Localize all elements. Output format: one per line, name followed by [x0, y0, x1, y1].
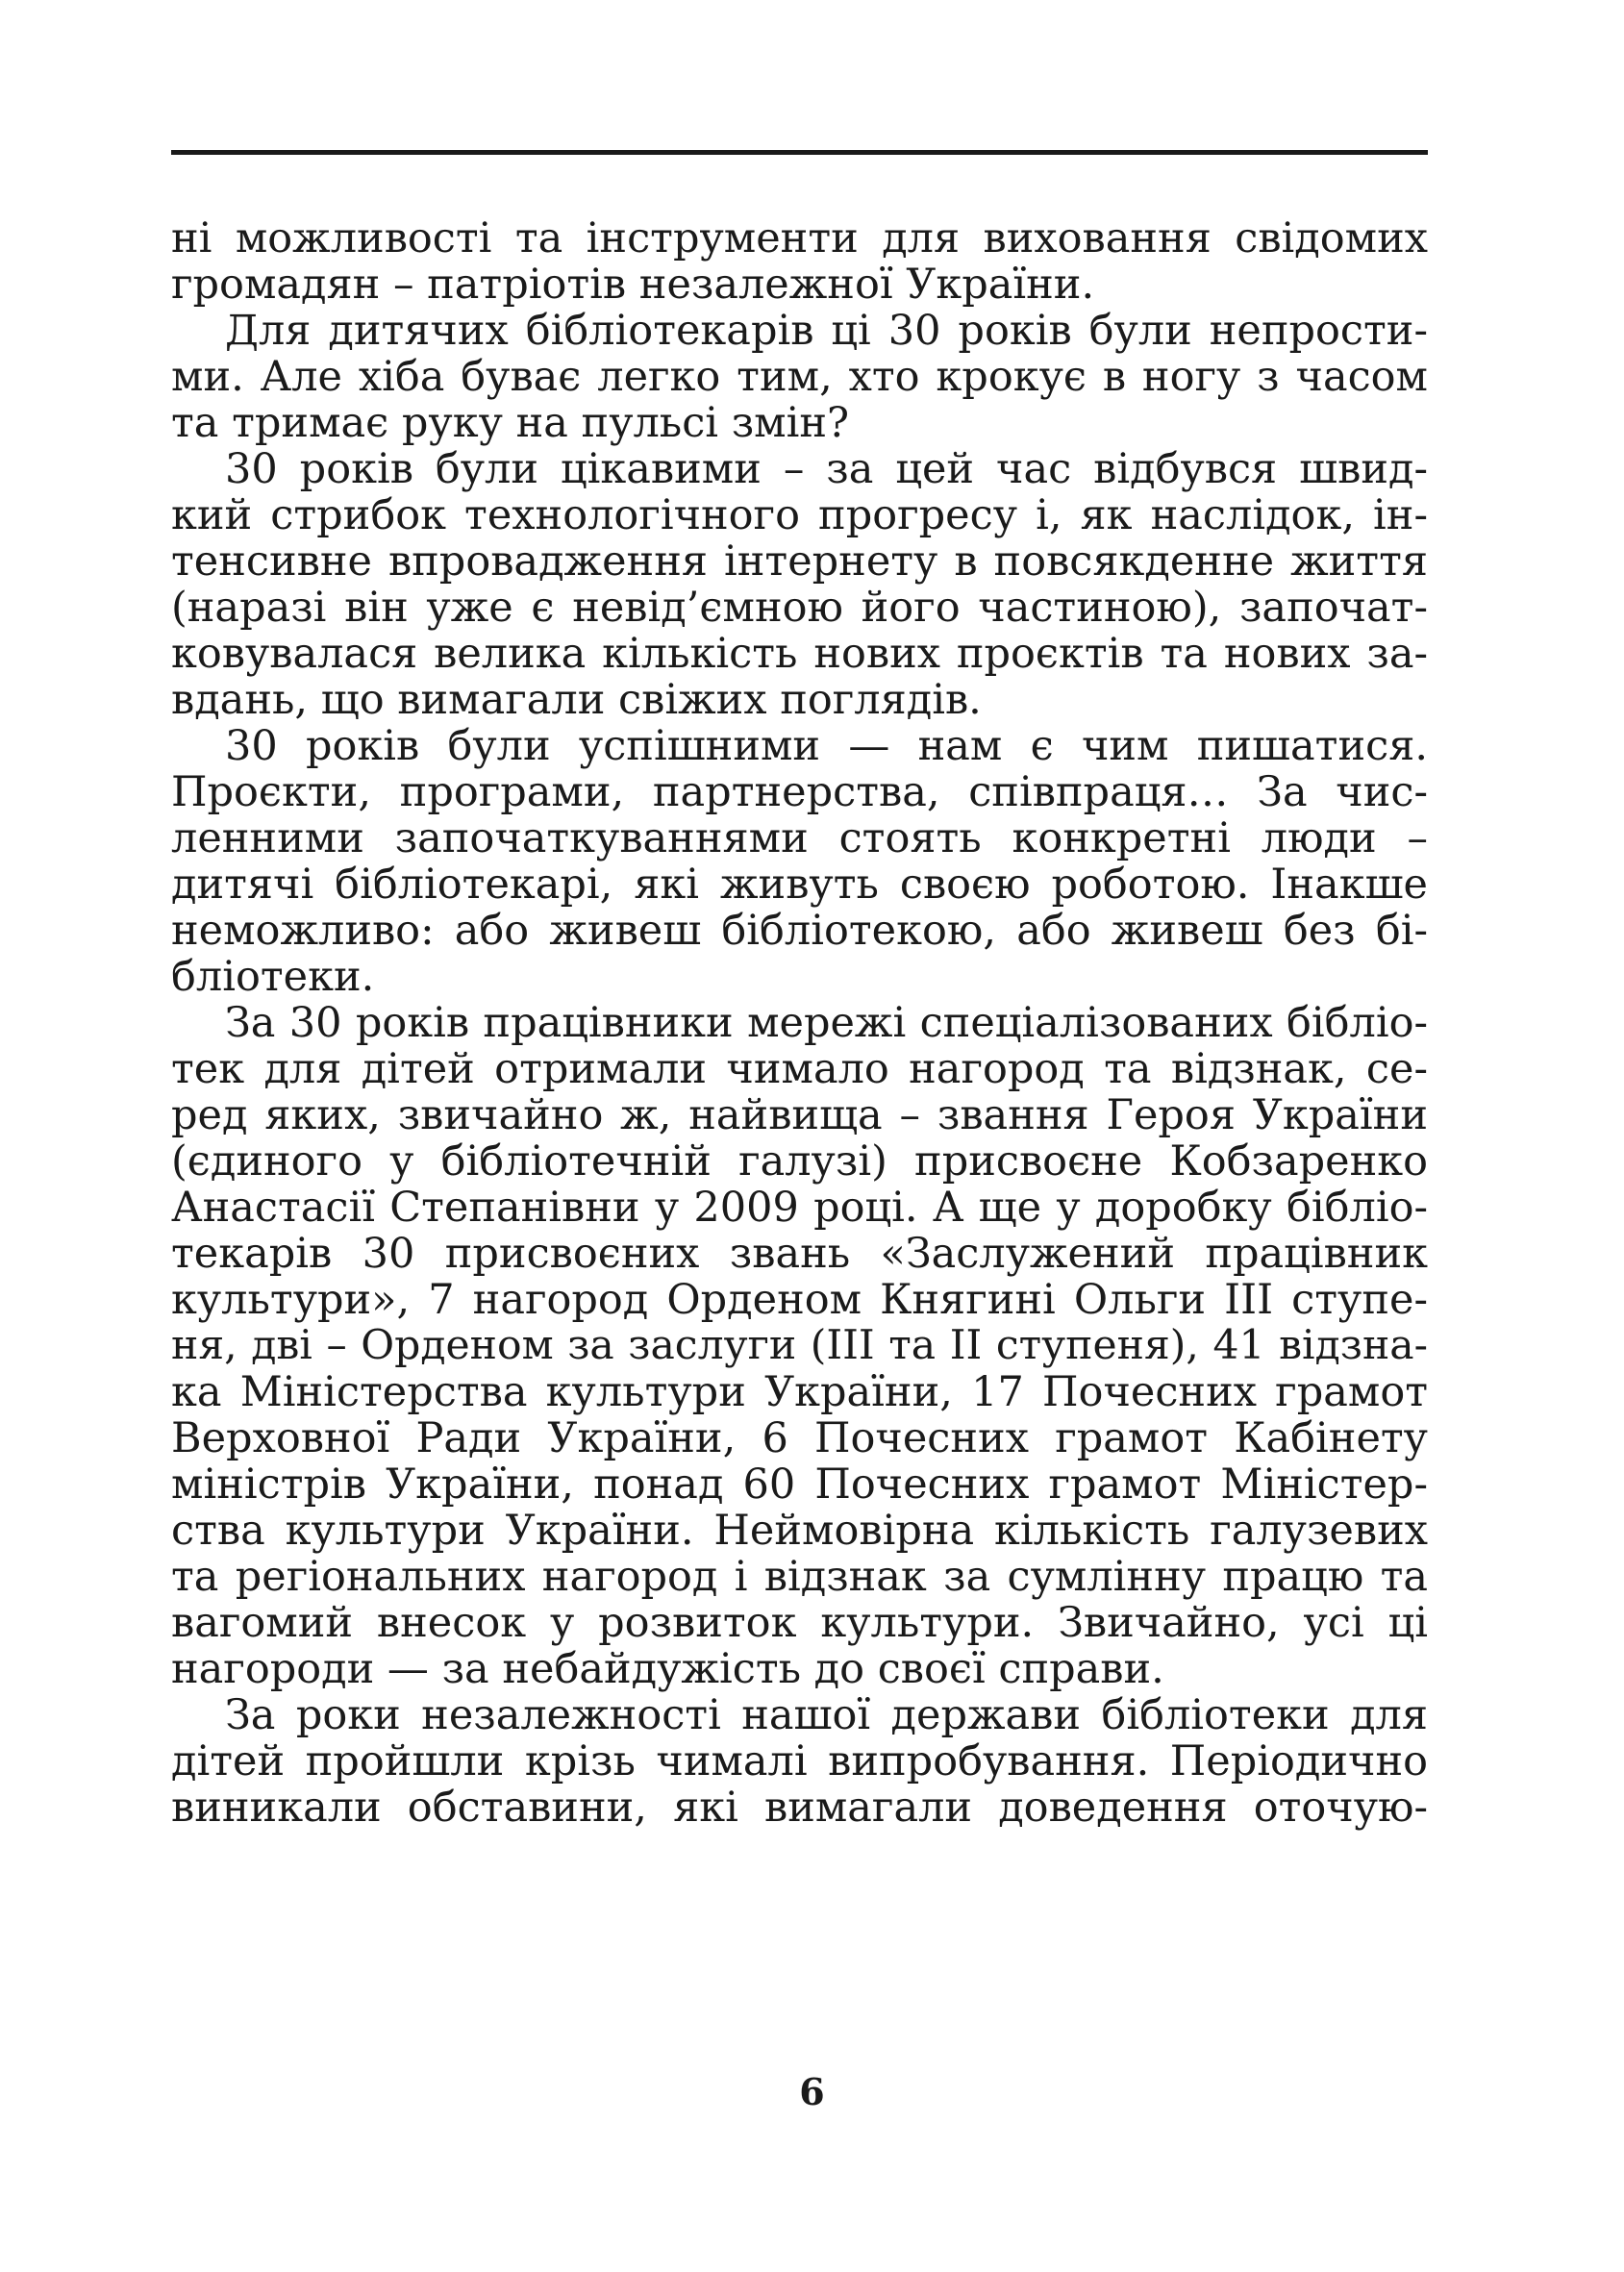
text-line: нагороди — за небайдужість до своєї справи. [171, 1645, 1164, 1693]
text-line: За роки незалежності нашої держави бібліотеки для [225, 1691, 1428, 1739]
text-line: дітей пройшли крізь чималі випробування. Періодично [171, 1737, 1428, 1785]
text-line: За 30 років працівники мережі спеціалізованих бібліо- [225, 999, 1428, 1047]
text-line: ка Міністерства культури України, 17 Почесних грамот [171, 1368, 1428, 1416]
text-line: текарів 30 присвоєних звань «Заслужений працівник [171, 1230, 1428, 1278]
body-text [171, 215, 1428, 1831]
text-line: громадян – патріотів незалежної України. [171, 261, 1095, 309]
text-line: та регіональних нагород і відзнак за сумлінну працю та [171, 1553, 1428, 1601]
text-line: ред яких, звичайно ж, найвища – звання Героя України [171, 1091, 1428, 1139]
text-line: ковувалася велика кількість нових проєктів та нових за- [171, 630, 1428, 678]
text-line: Верховної Ради України, 6 Почесних грамот Кабінету [171, 1414, 1428, 1462]
paragraph-2 [171, 308, 1428, 446]
paragraph-5 [171, 1000, 1428, 1692]
header-rule [171, 150, 1428, 155]
text-line: кий стрибок технологічного прогресу і, як наслідок, ін- [171, 491, 1428, 539]
paragraph-6 [171, 1692, 1428, 1831]
text-line: міністрів України, понад 60 Почесних грамот Міністер- [171, 1461, 1428, 1509]
paragraph-1 [171, 215, 1428, 308]
text-line: Проєкти, програми, партнерства, співпраця… За чис- [171, 768, 1428, 816]
text-line: вдань, що вимагали свіжих поглядів. [171, 676, 982, 724]
text-line: культури», 7 нагород Орденом Княгині Ольги ІІІ ступе- [171, 1276, 1428, 1324]
text-line: ленними започаткуваннями стоять конкретні люди – [171, 814, 1428, 862]
text-line: ня, дві – Орденом за заслуги (ІІІ та ІІ ступеня), 41 відзна- [171, 1322, 1428, 1369]
text-line: вагомий внесок у розвиток культури. Звичайно, усі ці [171, 1599, 1428, 1647]
text-line: виникали обставини, які вимагали доведення оточую- [171, 1784, 1428, 1832]
text-line: дитячі бібліотекарі, які живуть своєю роботою. Інакше [171, 861, 1428, 909]
text-line: тенсивне впровадження інтернету в повсякденне життя [171, 537, 1428, 586]
text-line: та тримає руку на пульсі змін? [171, 399, 850, 447]
text-line: ства культури України. Неймовірна кількість галузевих [171, 1507, 1428, 1555]
text-line: 30 років були цікавими – за цей час відбувся швид- [225, 445, 1428, 493]
page-number: 6 [799, 2070, 825, 2113]
text-line: бліотеки. [171, 953, 375, 1001]
paragraph-3 [171, 446, 1428, 723]
text-line: неможливо: або живеш бібліотекою, або живеш без бі- [171, 907, 1428, 955]
text-line: (єдиного у бібліотечній галузі) присвоєне Кобзаренко [171, 1137, 1428, 1186]
paragraph-4 [171, 723, 1428, 1000]
text-line: (наразі він уже є невід’ємною його частиною), започат- [171, 584, 1428, 632]
text-line: тек для дітей отримали чимало нагород та відзнак, се- [171, 1045, 1428, 1093]
text-line: Для дитячих бібліотекарів ці 30 років були непрости- [225, 307, 1428, 355]
text-line: ні можливості та інструменти для виховання свідомих [171, 214, 1428, 262]
text-line: 30 років були успішними — нам є чим пишатися. [225, 722, 1428, 770]
text-line: Анастасії Степанівни у 2009 році. А ще у доробку бібліо- [171, 1184, 1428, 1232]
text-line: ми. Але хіба буває легко тим, хто крокує в ногу з часом [171, 353, 1428, 401]
